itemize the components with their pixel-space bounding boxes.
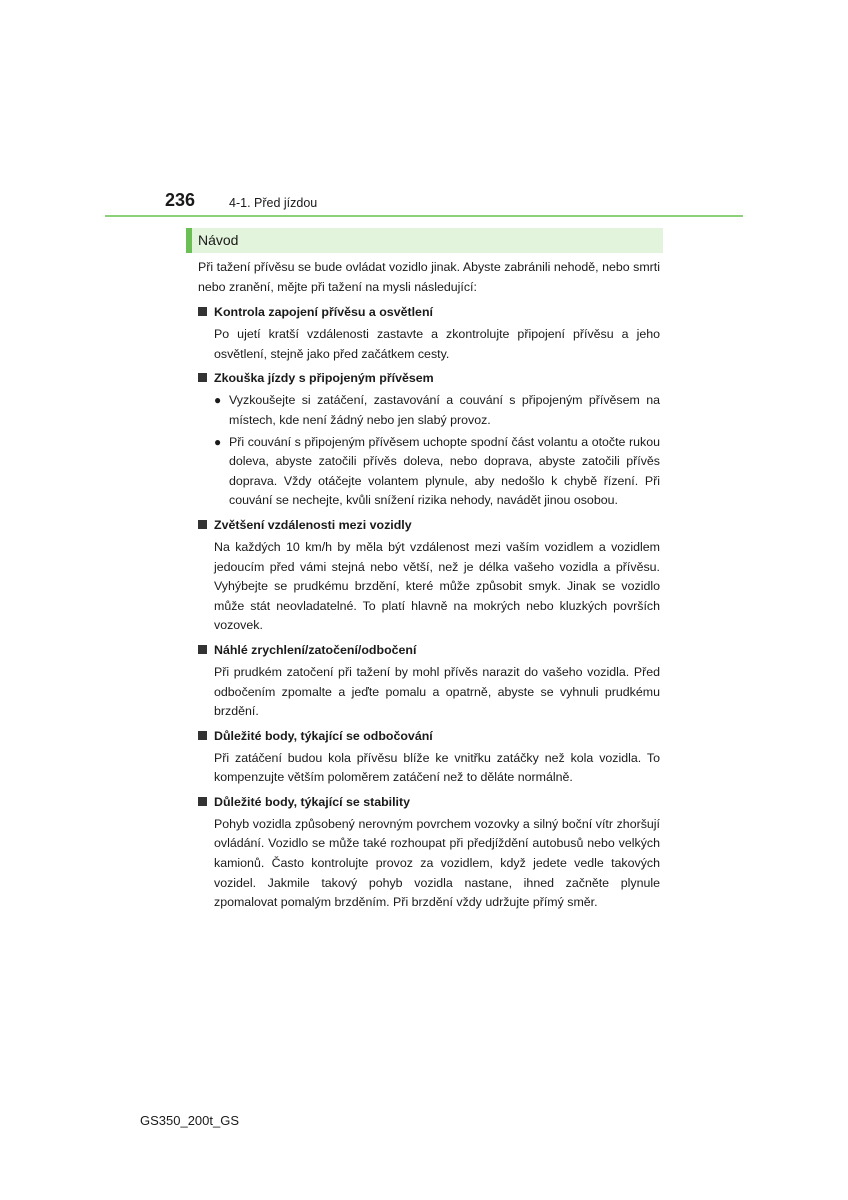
list-item [198, 391, 660, 430]
section-trailer-check [198, 302, 660, 364]
section-sudden-maneuvers [198, 640, 660, 722]
main-content [198, 258, 660, 917]
list-item-text: Vyzkoušejte si zatáčení, zastavování a couvání s připojeným přívěsem na místech, kde není žádný nebo jen slabý provoz. [229, 393, 660, 427]
section-text: Při zatáčení budou kola přívěsu blíže ke vnitřku zatáčky než kola vozidla. To kompenzujte větším poloměrem zatáčení než to děláte normálně. [214, 750, 660, 785]
round-bullet-icon: ● [214, 434, 222, 449]
page-number: 236 [165, 190, 196, 210]
section-heading: Důležité body, týkající se odbočování [214, 728, 433, 743]
section-heading: Důležité body, týkající se stability [214, 794, 411, 809]
round-bullet-icon: ● [214, 393, 222, 408]
section-text: Na každých 10 km/h by měla být vzdálenost mezi vaším vozidlem a vozidlem jedoucím před vámi stejná nebo větší, než je délka vašeho vozidla a přívěsu. Vyhýbejte se prudkému brzdění, které může způsobit smyk. Jinak se vozidlo může stát neovladatelné. To platí hlavně na mokrých nebo kluzkých površích vozovek. [214, 539, 660, 633]
square-bullet-icon [198, 373, 207, 382]
square-bullet-icon [198, 520, 207, 529]
footer-model-code: GS350_200t_GS [140, 1113, 240, 1128]
intro-paragraph: Při tažení přívěsu se bude ovládat vozidlo jinak. Abyste zabránili nehodě, nebo smrti nebo zranění, mějte při tažení na mysli následující: [198, 260, 660, 294]
square-bullet-icon [198, 797, 207, 806]
title-accent [186, 228, 192, 253]
section-heading: Zvětšení vzdálenosti mezi vozidly [214, 517, 412, 532]
section-turning [198, 726, 660, 788]
square-bullet-icon [198, 307, 207, 316]
list-item [198, 433, 660, 511]
section-test-drive [198, 368, 660, 511]
page-title: Návod [198, 232, 239, 248]
section-heading: Kontrola zapojení přívěsu a osvětlení [214, 305, 433, 320]
section-distance [198, 515, 660, 636]
header-divider [105, 215, 743, 217]
section-reference: 4-1. Před jízdou [229, 196, 318, 210]
section-text: Po ujetí kratší vzdálenosti zastavte a zkontrolujte připojení přívěsu a jeho osvětlení, stejně jako před začátkem cesty. [214, 327, 660, 361]
section-text: Při prudkém zatočení při tažení by mohl přívěs narazit do vašeho vozidla. Před odbočením zpomalte a jeďte pomalu a opatrně, abyste se vyhnuli prudkému brzdění. [214, 664, 660, 719]
square-bullet-icon [198, 731, 207, 740]
section-heading: Zkouška jízdy s připojeným přívěsem [214, 371, 434, 386]
list-item-text: Při couvání s připojeným přívěsem uchopte spodní část volantu a otočte rukou doleva, abyste zatočili přívěs doleva, nebo doprava, abyste zatočili přívěs doprava. Vždy otáčejte volantem plynule, aby nedošlo k chybě řízení. Při couvání se nechejte, kvůli snížení rizika nehody, navádět jinou osobou. [229, 434, 660, 508]
section-stability [198, 792, 660, 913]
square-bullet-icon [198, 645, 207, 654]
section-heading: Náhlé zrychlení/zatočení/odbočení [214, 642, 417, 657]
title-bar [186, 228, 663, 253]
section-text: Pohyb vozidla způsobený nerovným povrchem vozovky a silný boční vítr zhoršují ovládání. Vozidlo se může také rozhoupat při předjíždění autobusů nebo velkých kamionů. Často kontrolujte provoz za vozidlem, když jedete vedle takových vozidel. Jakmile takový pohyb vozidla nastane, ihned začněte plynule zpomalovat pomalým brzděním. Při brzdění vždy udržujte přímý směr. [214, 816, 660, 910]
